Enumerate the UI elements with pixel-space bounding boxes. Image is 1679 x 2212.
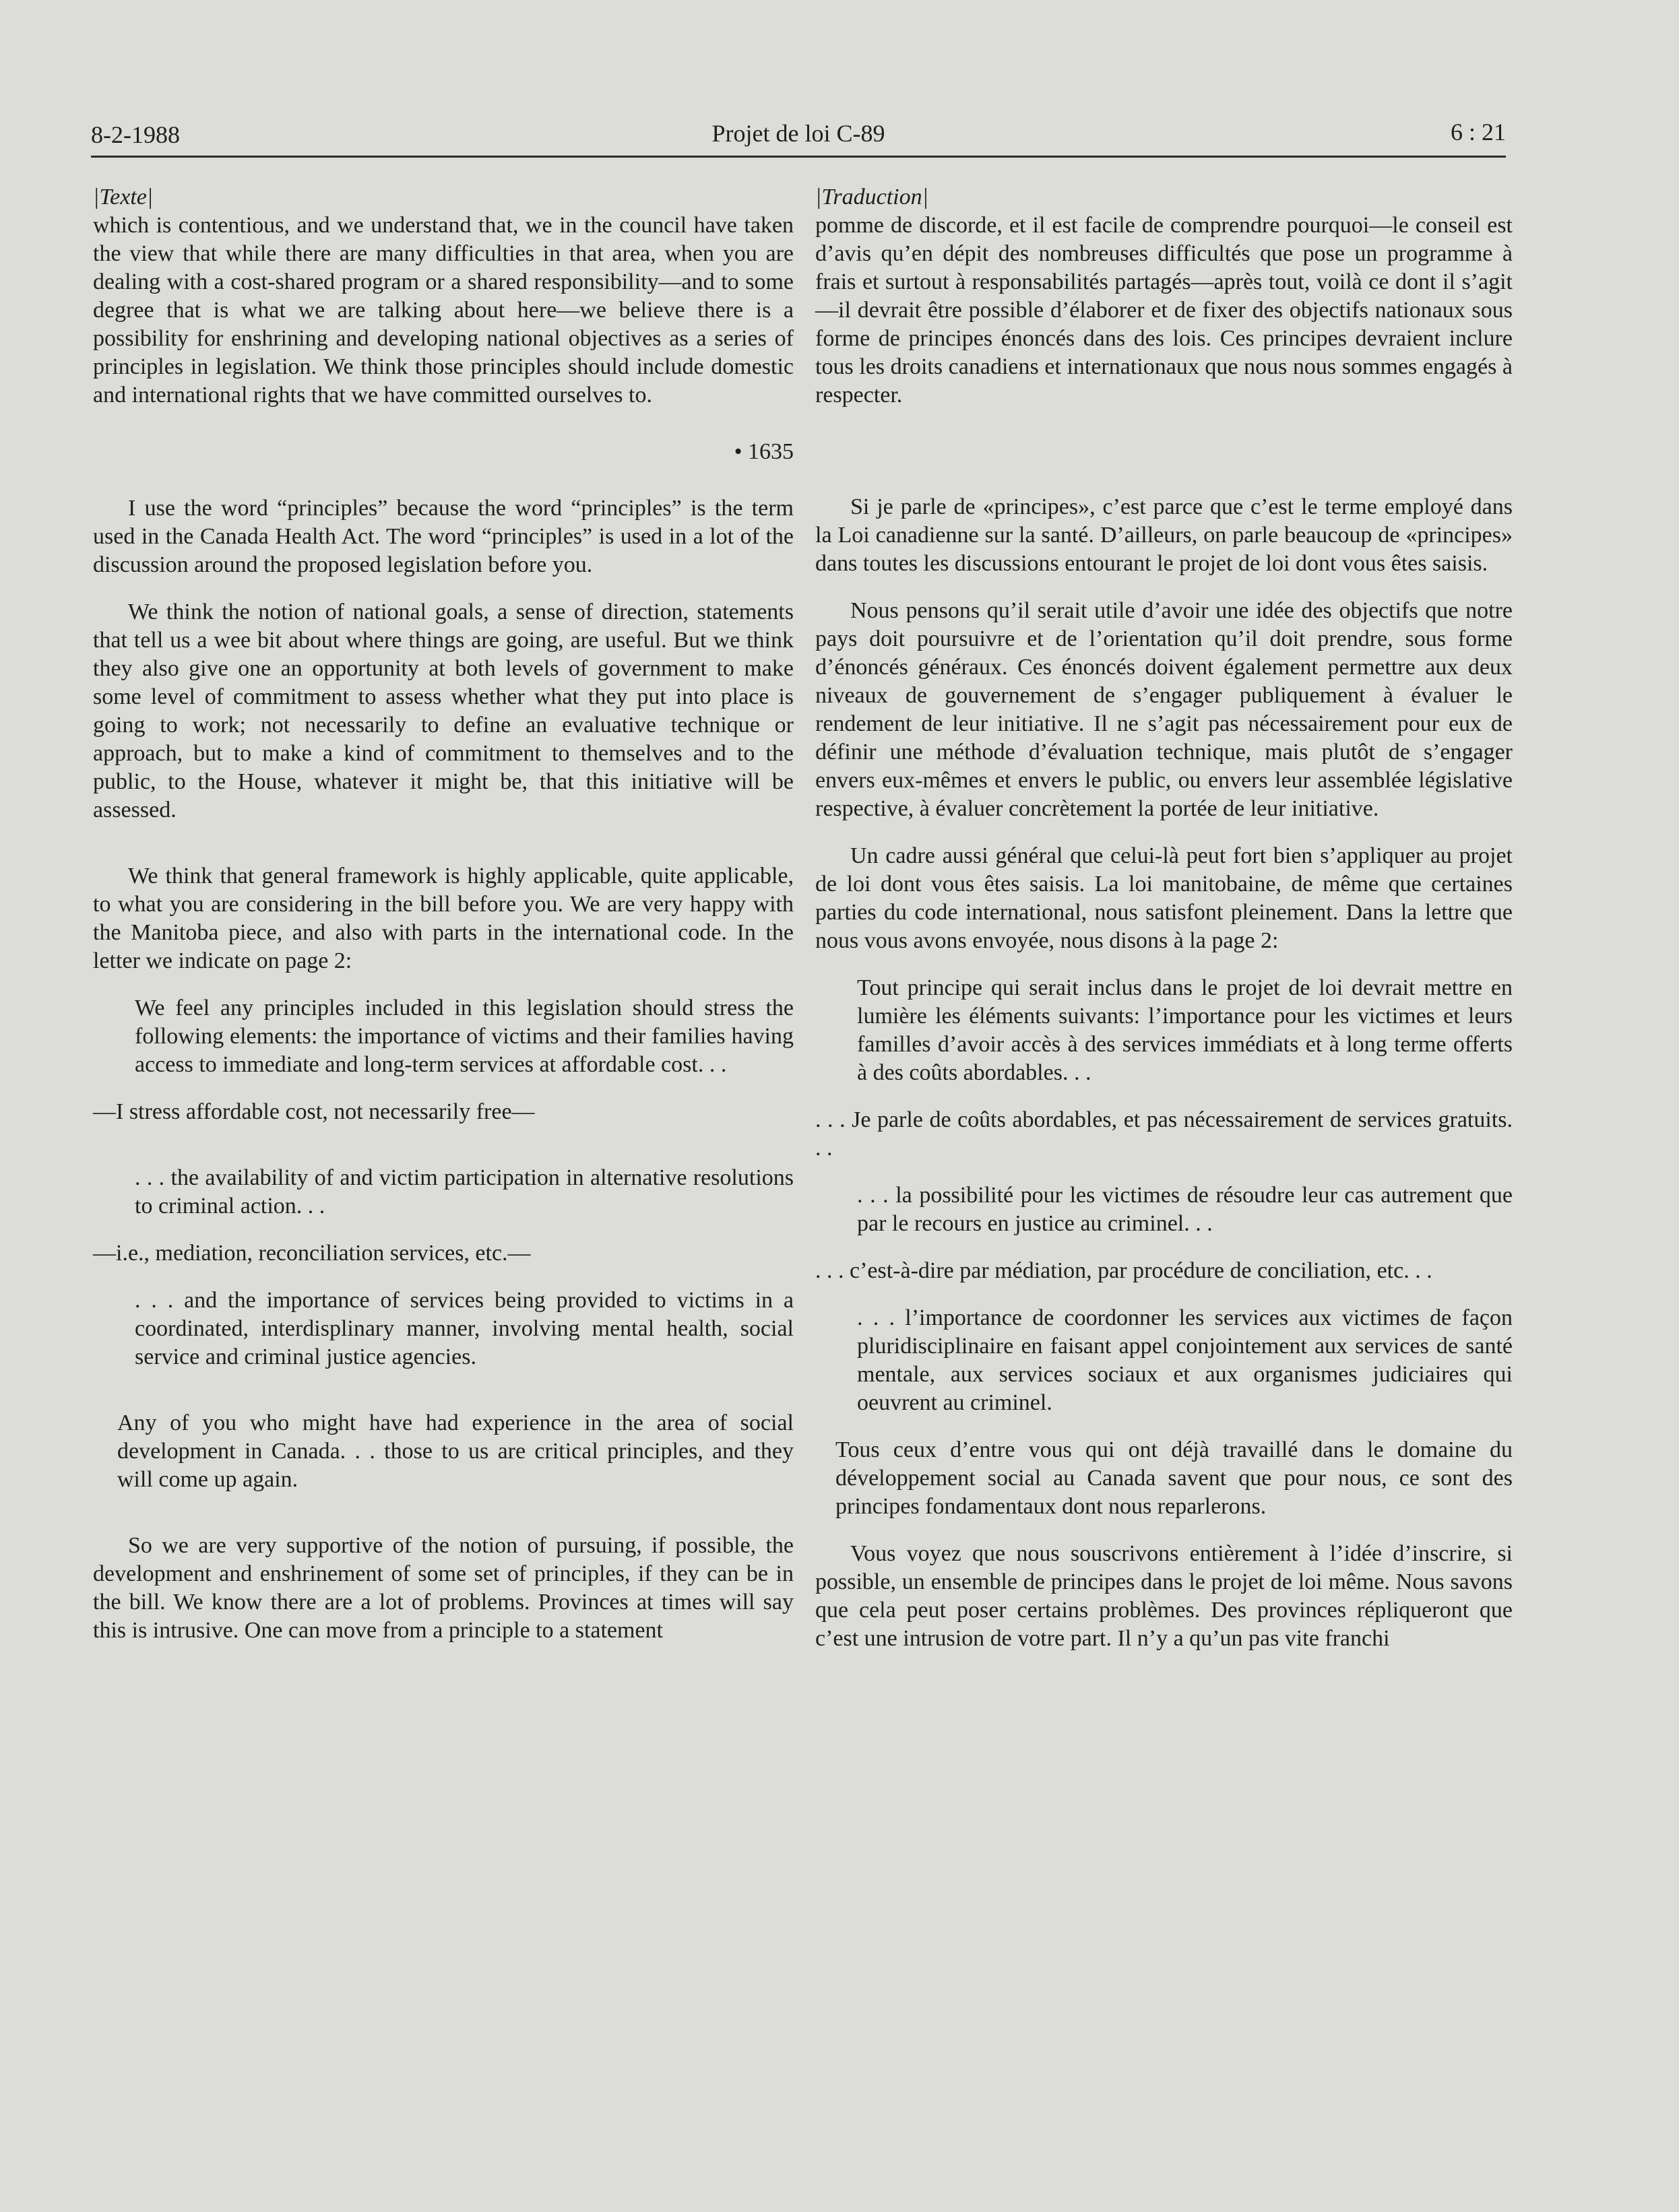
paragraph: . . . Je parle de coûts abordables, et pas nécessairement de services gratuits. . . [815, 1107, 1513, 1161]
header-title: Projet de loi C-89 [711, 120, 885, 147]
quotation: . . . and the importance of services being provided to victims in a coordinated, interdisplinary manner, involving mental health, social service and criminal justice agencies. [135, 1288, 794, 1369]
quotation: . . . the availability of and victim participation in alternative resolutions to criminal action. . . [135, 1165, 794, 1218]
paragraph: —i.e., mediation, reconciliation services, etc.— [93, 1241, 531, 1266]
paragraph: We think that general framework is highly applicable, quite applicable, to what you are considering in the bill before you. We are very happy with the Manitoba piece, and also with parts in the international code. In the letter we indicate on page 2: [93, 864, 794, 973]
quotation: . . . l’importance de coordonner les services aux victimes de façon pluridisciplinaire en faisant appel conjointement aux services de santé mentale, aux services sociaux et aux organismes judiciaires qui oeuvrent au criminel. [857, 1305, 1513, 1415]
paragraph: —I stress affordable cost, not necessarily free— [93, 1099, 535, 1124]
paragraph: . . . c’est-à-dire par médiation, par procédure de conciliation, etc. . . [815, 1258, 1432, 1283]
paragraph: We think the notion of national goals, a sense of direction, statements that tell us a wee bit about where things are going, are useful. But we think they also give one an opportunity at both levels of government to make some level of commitment to assess whether what they put into place is going to work; not necessarily to define an evaluative technique or approach, but to make a kind of commitment to themselves and to the public, to the House, whatever it might be, that this initiative will be assessed. [93, 599, 794, 822]
paragraph: So we are very supportive of the notion of pursuing, if possible, the development and enshrinement of some set of principles, if they can be in the bill. We know there are a lot of problems. Provinces at times will say this is intrusive. One can move from a principle to a statement [93, 1533, 794, 1643]
paragraph: Any of you who might have had experience in the area of social development in Canada. . . those to us are critical principles, and they will come up again. [117, 1410, 794, 1492]
page-header [91, 118, 1506, 158]
french-column [815, 183, 1513, 1653]
paragraph: I use the word “principles” because the word “principles” is the term used in the Canada Health Act. The word “principles” is used in a lot of the discussion around the proposed legislation before you. [93, 496, 794, 577]
paragraph: Tous ceux d’entre vous qui ont déjà travaillé dans le domaine du développement social au Canada savent que pour nous, ce sont des principes fondamentaux dont nous reparlerons. [835, 1437, 1513, 1519]
paragraph: which is contentious, and we understand that, we in the council have taken the view that while there are many difficulties in that area, when you are dealing with a cost-shared program or a shared responsibility—and to some degree that is what we are talking about here—we believe there is a possibility for enshrining and developing national objectives as a series of principles in legislation. We think those principles should include domestic and international rights that we have committed ourselves to. [93, 213, 794, 408]
paragraph: pomme de discorde, et il est facile de comprendre pourquoi—le conseil est d’avis qu’en dépit des nombreuses difficultés que pose un programme à frais et surtout à responsabilités partagés—après tout, voilà ce dont il s’agit—il devrait être possible d’élaborer et de fixer des objectifs nationaux sous forme de principes énoncés dans des lois. Ces principes devraient inclure tous les droits canadiens et internationaux que nous nous sommes engagés à respecter. [815, 213, 1513, 408]
column-label: |Texte| [93, 185, 154, 209]
quotation: Tout principe qui serait inclus dans le projet de loi devrait mettre en lumière les éléments suivants: l’importance pour les victimes et leurs familles d’avoir accès à des services immédiats et à long terme offerts à des coûts abordables. . . [857, 975, 1513, 1085]
column-label: |Traduction| [815, 185, 928, 209]
paragraph: Nous pensons qu’il serait utile d’avoir une idée des objectifs que notre pays doit poursuivre et de l’orientation qu’il doit prendre, sous forme d’énoncés généraux. Ces énoncés doivent également permettre aux deux niveaux de gouvernement de s’engager publiquement à évaluer le rendement de leur initiative. Il ne s’agit pas nécessairement pour eux de définir une méthode d’évaluation technique, mais plutôt de s’engager envers eux-mêmes et envers le public, ou envers leur assemblée législative respective, à évaluer concrètement la portée de leur initiative. [815, 598, 1513, 821]
time-stamp: • 1635 [734, 439, 794, 464]
english-column [93, 183, 794, 1645]
paragraph: Vous voyez que nous souscrivons entièrement à l’idée d’inscrire, si possible, un ensemble de principes dans le projet de loi même. Nous savons que cela peut poser certains problèmes. Des provinces répliqueront que c’est une intrusion de votre part. Il n’y a qu’un pas vite franchi [815, 1541, 1513, 1651]
paragraph: Si je parle de «principes», c’est parce que c’est le terme employé dans la Loi canadienne sur la santé. D’ailleurs, on parle beaucoup de «principes» dans toutes les discussions entourant le projet de loi dont vous êtes saisis. [815, 494, 1513, 576]
header-date: 8-2-1988 [91, 121, 180, 148]
header-page-number: 6 : 21 [1450, 119, 1506, 145]
quotation: We feel any principles included in this legislation should stress the following elements: the importance of victims and their families having access to immediate and long-term services at affordable cost. . . [135, 996, 794, 1077]
quotation: . . . la possibilité pour les victimes de résoudre leur cas autrement que par le recours en justice au criminel. . . [857, 1183, 1513, 1236]
paragraph: Un cadre aussi général que celui-là peut fort bien s’appliquer au projet de loi dont vous êtes saisis. La loi manitobaine, de même que certaines parties du code international, nous satisfont pleinement. Dans la lettre que nous vous avons envoyée, nous disons à la page 2: [815, 843, 1513, 953]
